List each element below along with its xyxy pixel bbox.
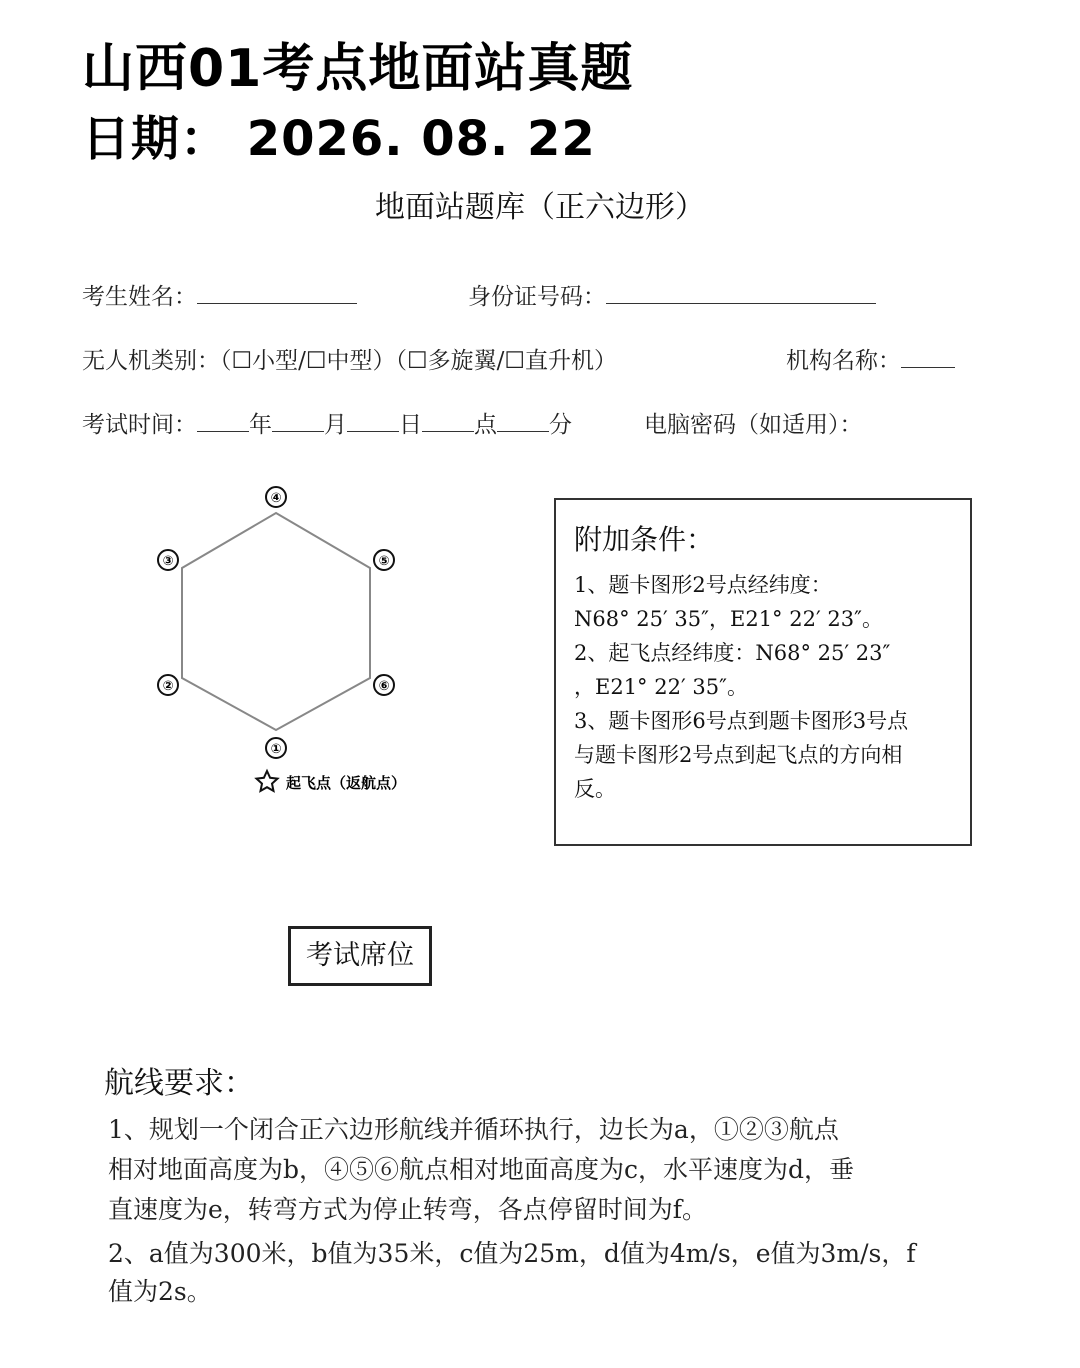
candidate-name-blank[interactable] [197,281,357,304]
minute-blank[interactable] [497,409,549,432]
condition-line: ，E21° 22′ 35″。 [574,675,748,699]
star-icon [257,771,278,791]
id-number-label: 身份证号码： [468,284,606,310]
exam-seat-box: 考试席位 [288,926,432,986]
year-blank[interactable] [197,409,249,432]
waypoint-5-label: ⑤ [378,554,390,569]
exam-time-row [82,406,572,439]
hexagon-route-diagram [140,480,440,810]
requirement-line: 1、规划一个闭合正六边形航线并循环执行，边长为a，①②③航点 [108,1115,839,1144]
waypoint-2 [158,675,178,695]
conditions-title: 附加条件： [574,523,715,556]
requirements-title: 航线要求： [104,1066,254,1101]
waypoint-4 [266,487,286,507]
minute-label: 分 [549,412,572,438]
month-label: 月 [324,412,347,438]
waypoint-1 [266,738,286,758]
candidate-name-label: 考生姓名： [82,284,197,310]
requirement-line: 直速度为e，转弯方式为停止转弯，各点停留时间为f。 [108,1195,708,1224]
requirement-line: 相对地面高度为b，④⑤⑥航点相对地面高度为c，水平速度为d，垂 [108,1155,855,1184]
takeoff-label: 起飞点（返航点） [286,774,407,792]
id-number-blank[interactable] [606,281,876,304]
uav-type-label: 无人机类别： [82,348,220,374]
hexagon-shape [182,513,370,730]
org-name-row [786,342,955,375]
pc-password-row [644,406,863,439]
requirement-line: 2、a值为300米，b值为35米，c值为25m，d值为4m/s，e值为3m/s，f [108,1239,916,1268]
day-blank[interactable] [347,409,399,432]
waypoint-4-label: ④ [270,491,282,506]
page-title: 山西01考点地面站真题 [82,39,634,99]
pc-password-label: 电脑密码（如适用）： [644,412,863,438]
waypoint-6-label: ⑥ [378,679,390,694]
waypoint-5 [374,550,394,570]
exam-time-label: 考试时间： [82,412,197,438]
day-label: 日 [399,412,422,438]
org-name-label: 机构名称： [786,348,901,374]
condition-line: 1、题卡图形2号点经纬度： [574,573,832,597]
month-blank[interactable] [272,409,324,432]
waypoint-3 [158,550,178,570]
exam-date: 日期： 2026. 08. 22 [82,111,596,167]
condition-line: 2、起飞点经纬度：N68° 25′ 23″ [574,641,891,665]
waypoint-2-label: ② [162,679,174,694]
condition-line: 3、题卡图形6号点到题卡图形3号点 [574,709,909,733]
requirement-line: 值为2s。 [108,1277,212,1306]
waypoint-6 [374,675,394,695]
additional-conditions-box [554,498,972,846]
condition-line: 反。 [574,777,616,801]
year-label: 年 [249,412,272,438]
candidate-name-row [82,278,357,311]
condition-line: 与题卡图形2号点到起飞点的方向相 [574,743,903,767]
hour-label: 点 [474,412,497,438]
condition-line: N68° 25′ 35″，E21° 22′ 23″。 [574,607,883,631]
document-subtitle: 地面站题库（正六边形） [375,190,705,225]
waypoint-1-label: ① [270,742,282,757]
waypoint-3-label: ③ [162,554,174,569]
org-name-blank[interactable] [901,345,955,368]
uav-type-options[interactable]: （☐小型/☐中型）（☐多旋翼/☐直升机） [220,348,617,374]
id-number-row [468,278,876,311]
hour-blank[interactable] [422,409,474,432]
uav-type-row [82,342,617,375]
